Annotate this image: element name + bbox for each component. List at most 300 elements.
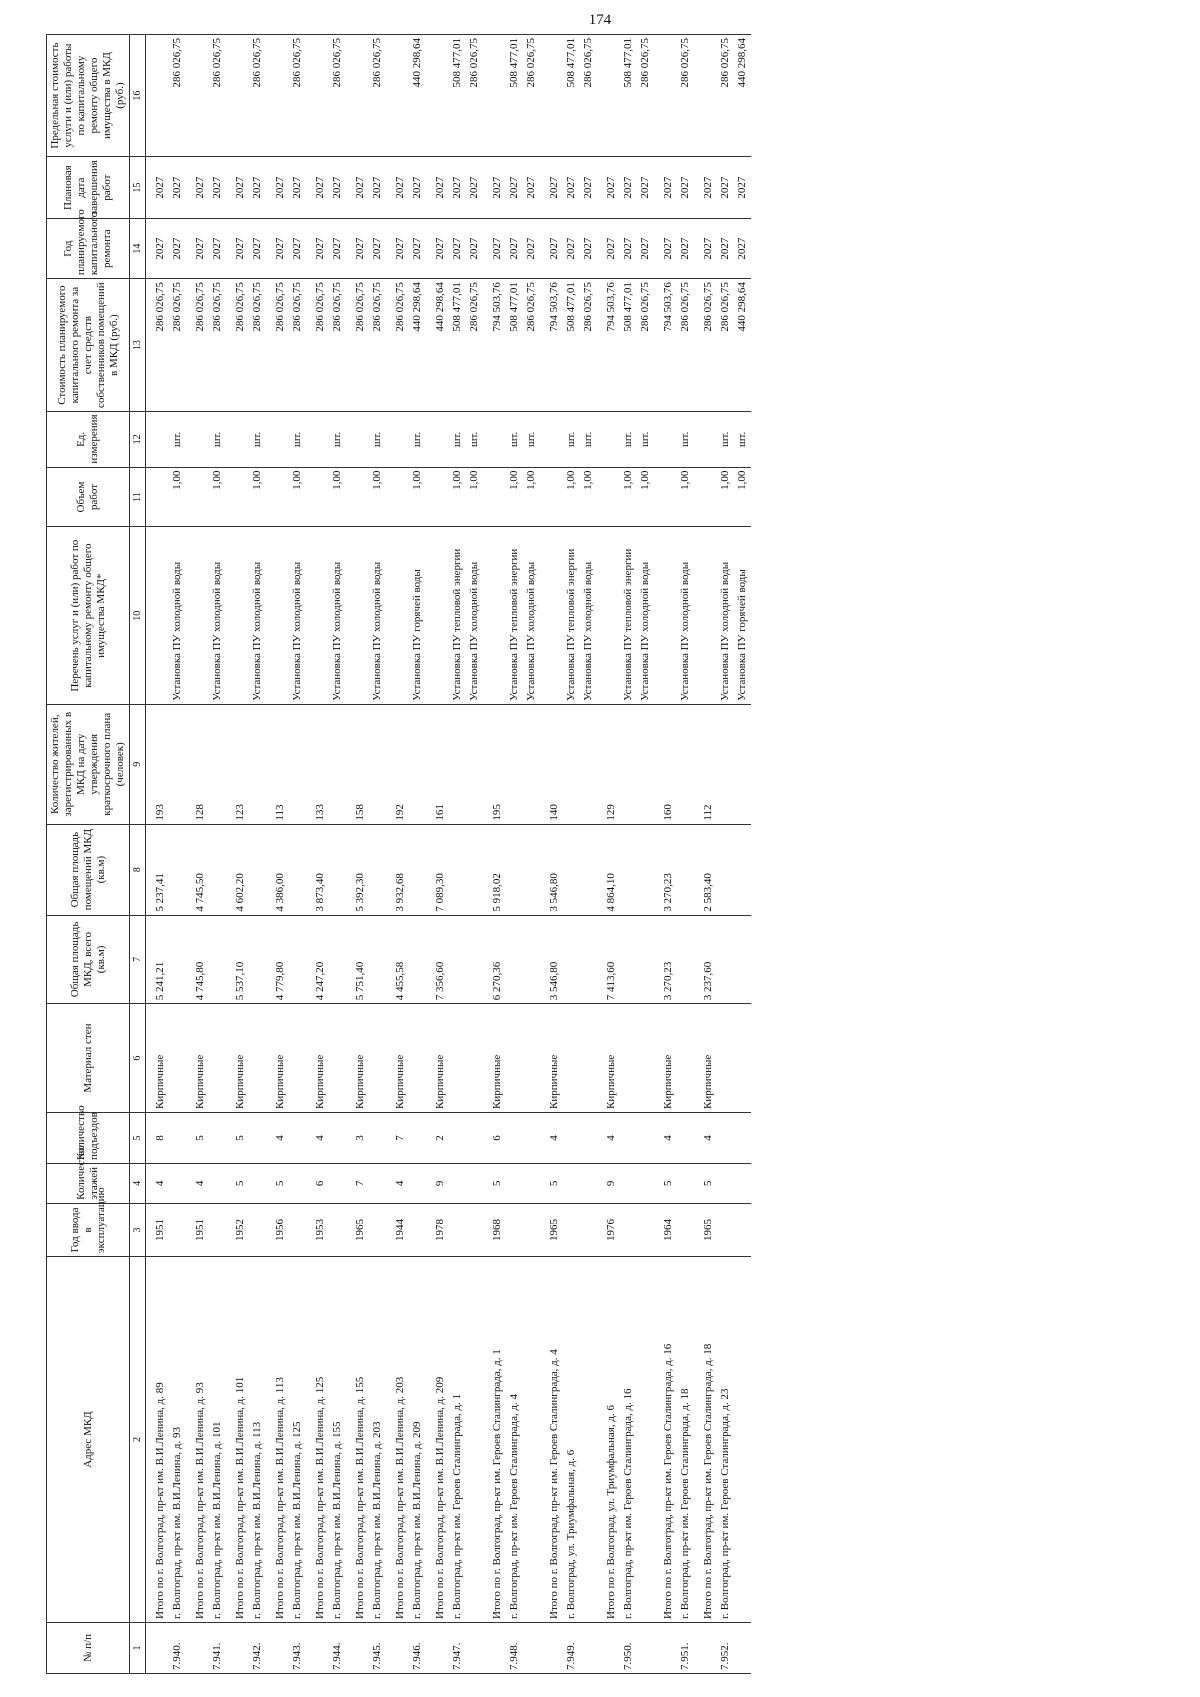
cell-col-15: 2027 (289, 157, 306, 219)
cell-col-2: Итого по г. Волгоград, пр-кт им. Героев Сталинграда, д. 4 (540, 1257, 563, 1623)
cell-col-8: 5 392,30 (346, 824, 369, 915)
cell-col-10: Установка ПУ холодной воды (289, 527, 306, 704)
cell-col-6 (249, 1004, 266, 1113)
header-cell: Общая площадь МКД, всего (кв.м) (47, 915, 130, 1004)
cell-col-12 (346, 412, 369, 467)
cell-col-7: 6 270,36 (483, 915, 506, 1004)
cell-col-3 (580, 1203, 597, 1256)
cell-col-13: 286 026,75 (717, 279, 734, 412)
cell-col-15: 2027 (694, 157, 717, 219)
header-cell: Количество жителей, зарегистрированных в МКД на дату утверждения краткосрочного плана (человек) (47, 704, 130, 824)
cell-col-15: 2027 (523, 157, 540, 219)
cell-col-13: 286 026,75 (186, 279, 209, 412)
cell-col-2: г. Волгоград, пр-кт им. В.И.Ленина, д. 155 (329, 1257, 346, 1623)
cell-col-16: 286 026,75 (369, 35, 386, 157)
column-number-row (130, 35, 146, 1674)
table-row (466, 35, 483, 1674)
cell-col-16: 286 026,75 (169, 35, 186, 157)
cell-col-8: 4 745,50 (186, 824, 209, 915)
cell-col-12 (186, 412, 209, 467)
cell-col-2: г. Волгоград, пр-кт им. Героев Сталинграда, д. 1 (449, 1257, 466, 1623)
cell-col-5 (637, 1112, 654, 1163)
cell-col-3 (717, 1203, 734, 1256)
cell-col-14: 2027 (426, 219, 449, 279)
cell-col-2: Итого по г. Волгоград, ул. Триумфальная, д. 6 (597, 1257, 620, 1623)
cell-col-11 (186, 467, 209, 527)
cell-col-11: 1,00 (734, 467, 751, 527)
cell-col-1 (426, 1623, 449, 1674)
cell-col-3: 1956 (266, 1203, 289, 1256)
cell-col-3 (506, 1203, 523, 1256)
cell-col-14: 2027 (146, 219, 170, 279)
cell-col-11: 1,00 (249, 467, 266, 527)
cell-col-9: 123 (226, 704, 249, 824)
cell-col-11: 1,00 (409, 467, 426, 527)
cell-col-10 (226, 527, 249, 704)
cell-col-4 (209, 1163, 226, 1203)
cell-col-3: 1965 (540, 1203, 563, 1256)
cell-col-8 (677, 824, 694, 915)
cell-col-2: Итого по г. Волгоград, пр-кт им. В.И.Ленина, д. 125 (306, 1257, 329, 1623)
cell-col-12: шт. (449, 412, 466, 467)
cell-col-1 (523, 1623, 540, 1674)
cell-col-1 (694, 1623, 717, 1674)
cell-col-13: 440 298,64 (409, 279, 426, 412)
cell-col-15: 2027 (329, 157, 346, 219)
cell-col-13: 794 503,76 (483, 279, 506, 412)
cell-col-10: Установка ПУ тепловой энергии (563, 527, 580, 704)
cell-col-13: 286 026,75 (306, 279, 329, 412)
cell-col-5 (620, 1112, 637, 1163)
cell-col-13: 286 026,75 (386, 279, 409, 412)
cell-col-9: 129 (597, 704, 620, 824)
cell-col-7 (249, 915, 266, 1004)
cell-col-12 (146, 412, 170, 467)
table-row (506, 35, 523, 1674)
cell-col-7: 4 247,20 (306, 915, 329, 1004)
cell-col-13: 286 026,75 (146, 279, 170, 412)
cell-col-15: 2027 (249, 157, 266, 219)
header-cell: Ед. измерения (47, 412, 130, 467)
column-number: 9 (130, 704, 146, 824)
header-cell: Общая площадь помещений МКД (кв.м) (47, 824, 130, 915)
cell-col-11: 1,00 (169, 467, 186, 527)
cell-col-12 (306, 412, 329, 467)
cell-col-11 (540, 467, 563, 527)
cell-col-1 (186, 1623, 209, 1674)
cell-col-14: 2027 (329, 219, 346, 279)
cell-col-7 (449, 915, 466, 1004)
cell-col-9 (717, 704, 734, 824)
cell-col-11: 1,00 (563, 467, 580, 527)
cell-col-13: 440 298,64 (734, 279, 751, 412)
cell-col-3 (169, 1203, 186, 1256)
cell-col-6 (329, 1004, 346, 1113)
cell-col-9 (466, 704, 483, 824)
cell-col-5 (249, 1112, 266, 1163)
cell-col-14: 2027 (717, 219, 734, 279)
cell-col-13: 286 026,75 (329, 279, 346, 412)
cell-col-3: 1953 (306, 1203, 329, 1256)
cell-col-12 (654, 412, 677, 467)
cell-col-10: Установка ПУ тепловой энергии (449, 527, 466, 704)
cell-col-4 (677, 1163, 694, 1203)
cell-col-1: 7.943. (289, 1623, 306, 1674)
cell-col-12: шт. (620, 412, 637, 467)
cell-col-9 (637, 704, 654, 824)
cell-col-9: 113 (266, 704, 289, 824)
cell-col-2: г. Волгоград, пр-кт им. В.И.Ленина, д. 101 (209, 1257, 226, 1623)
cell-col-7: 5 537,10 (226, 915, 249, 1004)
cell-col-11: 1,00 (620, 467, 637, 527)
cell-col-1 (386, 1623, 409, 1674)
cell-col-9 (289, 704, 306, 824)
cell-col-6 (449, 1004, 466, 1113)
cell-col-14: 2027 (466, 219, 483, 279)
cell-col-5: 4 (654, 1112, 677, 1163)
cell-col-13: 286 026,75 (169, 279, 186, 412)
cell-col-1 (466, 1623, 483, 1674)
cell-col-7 (580, 915, 597, 1004)
cell-col-11 (426, 467, 449, 527)
cell-col-11: 1,00 (289, 467, 306, 527)
cell-col-7 (209, 915, 226, 1004)
cell-col-5 (369, 1112, 386, 1163)
total-row (386, 35, 409, 1674)
cell-col-7 (677, 915, 694, 1004)
cell-col-13: 286 026,75 (346, 279, 369, 412)
cell-col-4 (734, 1163, 751, 1203)
cell-col-14: 2027 (523, 219, 540, 279)
cell-col-6: Кирпичные (540, 1004, 563, 1113)
total-row (597, 35, 620, 1674)
cell-col-4: 9 (597, 1163, 620, 1203)
cell-col-8 (409, 824, 426, 915)
column-number: 2 (130, 1257, 146, 1623)
table-row (329, 35, 346, 1674)
cell-col-1: 7.949. (563, 1623, 580, 1674)
cell-col-7 (717, 915, 734, 1004)
cell-col-10 (386, 527, 409, 704)
cell-col-14: 2027 (289, 219, 306, 279)
cell-col-3 (523, 1203, 540, 1256)
cell-col-12: шт. (506, 412, 523, 467)
cell-col-10: Установка ПУ холодной воды (169, 527, 186, 704)
cell-col-5 (329, 1112, 346, 1163)
cell-col-6: Кирпичные (483, 1004, 506, 1113)
column-number: 3 (130, 1203, 146, 1256)
header-cell: Объем работ (47, 467, 130, 527)
cell-col-12: шт. (169, 412, 186, 467)
cell-col-6 (717, 1004, 734, 1113)
cell-col-6 (289, 1004, 306, 1113)
cell-col-13: 440 298,64 (426, 279, 449, 412)
table-container (46, 34, 1154, 1674)
cell-col-2 (523, 1257, 540, 1623)
cell-col-2: г. Волгоград, ул. Триумфальная, д. 6 (563, 1257, 580, 1623)
cell-col-15: 2027 (654, 157, 677, 219)
cell-col-10 (654, 527, 677, 704)
cell-col-15: 2027 (466, 157, 483, 219)
cell-col-10: Установка ПУ холодной воды (209, 527, 226, 704)
cell-col-3 (734, 1203, 751, 1256)
cell-col-14: 2027 (209, 219, 226, 279)
table-row (209, 35, 226, 1674)
column-number: 12 (130, 412, 146, 467)
cell-col-10: Установка ПУ горячей воды (409, 527, 426, 704)
cell-col-2: г. Волгоград, пр-кт им. Героев Сталинграда, д. 16 (620, 1257, 637, 1623)
cell-col-15: 2027 (169, 157, 186, 219)
cell-col-1 (540, 1623, 563, 1674)
cell-col-3 (409, 1203, 426, 1256)
cell-col-13: 508 477,01 (620, 279, 637, 412)
cell-col-4: 7 (346, 1163, 369, 1203)
cell-col-2: г. Волгоград, пр-кт им. В.И.Ленина, д. 125 (289, 1257, 306, 1623)
cell-col-16 (540, 35, 563, 157)
cell-col-14: 2027 (169, 219, 186, 279)
cell-col-13: 794 503,76 (597, 279, 620, 412)
cell-col-6: Кирпичные (426, 1004, 449, 1113)
cell-col-8 (449, 824, 466, 915)
cell-col-5: 2 (426, 1112, 449, 1163)
cell-col-1: 7.947. (449, 1623, 466, 1674)
cell-col-15: 2027 (266, 157, 289, 219)
cell-col-16: 286 026,75 (289, 35, 306, 157)
cell-col-7: 4 455,58 (386, 915, 409, 1004)
cell-col-15: 2027 (717, 157, 734, 219)
cell-col-2: г. Волгоград, пр-кт им. В.И.Ленина, д. 113 (249, 1257, 266, 1623)
cell-col-10: Установка ПУ холодной воды (637, 527, 654, 704)
cell-col-15: 2027 (306, 157, 329, 219)
cell-col-12: шт. (677, 412, 694, 467)
cell-col-7 (369, 915, 386, 1004)
cell-col-16 (146, 35, 170, 157)
cell-col-15: 2027 (580, 157, 597, 219)
cell-col-4: 5 (694, 1163, 717, 1203)
table-row (563, 35, 580, 1674)
cell-col-4: 4 (386, 1163, 409, 1203)
cell-col-9: 195 (483, 704, 506, 824)
cell-col-10 (540, 527, 563, 704)
cell-col-10 (266, 527, 289, 704)
cell-col-1 (346, 1623, 369, 1674)
cell-col-6: Кирпичные (266, 1004, 289, 1113)
cell-col-16 (597, 35, 620, 157)
cell-col-4 (637, 1163, 654, 1203)
cell-col-3 (209, 1203, 226, 1256)
cell-col-6: Кирпичные (346, 1004, 369, 1113)
cell-col-10: Установка ПУ холодной воды (580, 527, 597, 704)
header-cell: Год ввода в эксплуатацию (47, 1203, 130, 1256)
cell-col-7 (734, 915, 751, 1004)
cell-col-10: Установка ПУ тепловой энергии (620, 527, 637, 704)
cell-col-6: Кирпичные (386, 1004, 409, 1113)
column-number: 11 (130, 467, 146, 527)
column-number: 4 (130, 1163, 146, 1203)
cell-col-2 (637, 1257, 654, 1623)
cell-col-12: шт. (369, 412, 386, 467)
table-row (409, 35, 426, 1674)
cell-col-7 (289, 915, 306, 1004)
cell-col-11: 1,00 (449, 467, 466, 527)
cell-col-14: 2027 (346, 219, 369, 279)
cell-col-1 (146, 1623, 170, 1674)
header-cell: Плановая дата завершения работ (47, 157, 130, 219)
column-number: 13 (130, 279, 146, 412)
cell-col-5: 5 (186, 1112, 209, 1163)
cell-col-3 (563, 1203, 580, 1256)
cell-col-13: 286 026,75 (209, 279, 226, 412)
cell-col-3 (620, 1203, 637, 1256)
cell-col-8 (209, 824, 226, 915)
cell-col-7: 4 779,80 (266, 915, 289, 1004)
table-row (580, 35, 597, 1674)
cell-col-14: 2027 (449, 219, 466, 279)
cell-col-13: 286 026,75 (580, 279, 597, 412)
cell-col-16: 286 026,75 (209, 35, 226, 157)
cell-col-13: 286 026,75 (266, 279, 289, 412)
cell-col-8: 4 864,10 (597, 824, 620, 915)
cell-col-3: 1965 (694, 1203, 717, 1256)
cell-col-8 (369, 824, 386, 915)
cell-col-12: шт. (329, 412, 346, 467)
cell-col-16 (654, 35, 677, 157)
total-row (226, 35, 249, 1674)
cell-col-4: 5 (540, 1163, 563, 1203)
cell-col-7 (620, 915, 637, 1004)
cell-col-1: 7.942. (249, 1623, 266, 1674)
cell-col-8 (169, 824, 186, 915)
cell-col-9: 128 (186, 704, 209, 824)
cell-col-13: 794 503,76 (654, 279, 677, 412)
cell-col-11 (306, 467, 329, 527)
cell-col-8 (289, 824, 306, 915)
cell-col-2: г. Волгоград, пр-кт им. Героев Сталинграда, д. 4 (506, 1257, 523, 1623)
cell-col-2: Итого по г. Волгоград, пр-кт им. Героев Сталинграда, д. 16 (654, 1257, 677, 1623)
cell-col-2: Итого по г. Волгоград, пр-кт им. Героев Сталинграда, д. 18 (694, 1257, 717, 1623)
cell-col-14: 2027 (266, 219, 289, 279)
cell-col-8 (734, 824, 751, 915)
cell-col-6 (734, 1004, 751, 1113)
cell-col-1: 7.952. (717, 1623, 734, 1674)
cell-col-8 (523, 824, 540, 915)
cell-col-1 (637, 1623, 654, 1674)
header-cell: Адрес МКД (47, 1257, 130, 1623)
cell-col-11: 1,00 (637, 467, 654, 527)
cell-col-7 (637, 915, 654, 1004)
cell-col-3 (329, 1203, 346, 1256)
cell-col-8: 5 237,41 (146, 824, 170, 915)
cell-col-6: Кирпичные (186, 1004, 209, 1113)
cell-col-1 (266, 1623, 289, 1674)
cell-col-4 (717, 1163, 734, 1203)
cell-col-14: 2027 (249, 219, 266, 279)
cell-col-2: г. Волгоград, пр-кт им. В.И.Ленина, д. 203 (369, 1257, 386, 1623)
header-cell: Предельная стоимость услуги и (или) работы по капитальному ремонту общего имущества в МКД (руб.) (47, 35, 130, 157)
cell-col-9 (506, 704, 523, 824)
cell-col-6 (409, 1004, 426, 1113)
cell-col-12: шт. (563, 412, 580, 467)
table-row (169, 35, 186, 1674)
cell-col-5 (506, 1112, 523, 1163)
cell-col-16 (186, 35, 209, 157)
cell-col-8: 5 918,02 (483, 824, 506, 915)
cell-col-6 (523, 1004, 540, 1113)
cell-col-6 (506, 1004, 523, 1113)
cell-col-1 (654, 1623, 677, 1674)
cell-col-12 (426, 412, 449, 467)
cell-col-6 (620, 1004, 637, 1113)
table-row (717, 35, 734, 1674)
cell-col-13: 286 026,75 (523, 279, 540, 412)
cell-col-12 (694, 412, 717, 467)
cell-col-5: 4 (597, 1112, 620, 1163)
cell-col-5: 4 (266, 1112, 289, 1163)
cell-col-4: 5 (654, 1163, 677, 1203)
cell-col-7: 7 356,60 (426, 915, 449, 1004)
cell-col-15: 2027 (426, 157, 449, 219)
header-cell: Перечень услуг и (или) работ по капитальному ремонту общего имущества МКД* (47, 527, 130, 704)
cell-col-16: 508 477,01 (506, 35, 523, 157)
cell-col-10: Установка ПУ холодной воды (717, 527, 734, 704)
cell-col-4: 5 (226, 1163, 249, 1203)
cell-col-14: 2027 (580, 219, 597, 279)
cell-col-15: 2027 (734, 157, 751, 219)
header-cell: Материал стен (47, 1004, 130, 1113)
cell-col-15: 2027 (449, 157, 466, 219)
header-cell: № п/п (47, 1623, 130, 1674)
cell-col-13: 508 477,01 (563, 279, 580, 412)
total-row (654, 35, 677, 1674)
cell-col-3 (289, 1203, 306, 1256)
cell-col-9 (169, 704, 186, 824)
cell-col-5 (677, 1112, 694, 1163)
cell-col-13: 286 026,75 (637, 279, 654, 412)
cell-col-9 (409, 704, 426, 824)
cell-col-3: 1951 (146, 1203, 170, 1256)
total-row (186, 35, 209, 1674)
cell-col-9: 161 (426, 704, 449, 824)
header-row (47, 35, 130, 1674)
cell-col-8: 4 602,20 (226, 824, 249, 915)
cell-col-4 (169, 1163, 186, 1203)
cell-col-11: 1,00 (717, 467, 734, 527)
cell-col-9 (620, 704, 637, 824)
cell-col-9: 112 (694, 704, 717, 824)
cell-col-9 (369, 704, 386, 824)
total-row (266, 35, 289, 1674)
cell-col-6 (209, 1004, 226, 1113)
cell-col-8: 3 873,40 (306, 824, 329, 915)
cell-col-2: г. Волгоград, пр-кт им. В.И.Ленина, д. 93 (169, 1257, 186, 1623)
cell-col-12 (386, 412, 409, 467)
cell-col-13: 508 477,01 (449, 279, 466, 412)
cell-col-12: шт. (580, 412, 597, 467)
cell-col-15: 2027 (146, 157, 170, 219)
cell-col-12: шт. (523, 412, 540, 467)
cell-col-7 (409, 915, 426, 1004)
table-row (289, 35, 306, 1674)
cell-col-16 (386, 35, 409, 157)
cell-col-5 (563, 1112, 580, 1163)
cell-col-4 (506, 1163, 523, 1203)
cell-col-6: Кирпичные (597, 1004, 620, 1113)
cell-col-11: 1,00 (329, 467, 346, 527)
cell-col-14: 2027 (226, 219, 249, 279)
cell-col-1: 7.940. (169, 1623, 186, 1674)
total-row (346, 35, 369, 1674)
cell-col-14: 2027 (306, 219, 329, 279)
